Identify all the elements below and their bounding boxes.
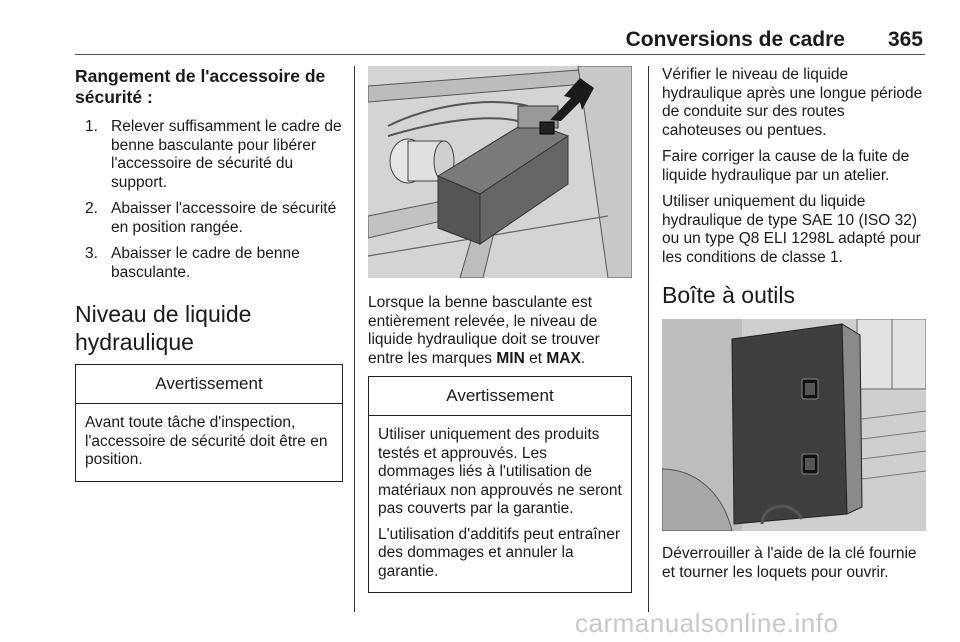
stowing-steps	[75, 118, 343, 282]
paragraph: Utiliser uniquement du liquide hydraulique de type SAE 10 (ISO 32) ou un type Q8 ELI 1298L adapté pour les conditions de classe 1.	[662, 193, 921, 266]
min-mark: MIN	[496, 349, 525, 367]
toolbox-drawing	[662, 319, 926, 531]
warning-box	[75, 364, 343, 482]
column-3	[662, 66, 927, 590]
warning-box	[368, 376, 632, 593]
paragraph: Faire corriger la cause de la fuite de liquide hydraulique par un atelier.	[662, 148, 910, 184]
hydraulic-heading: Niveau de liquide hydraulique	[75, 301, 252, 355]
watermark: carmanualsonline.info	[575, 608, 839, 638]
warning-text: Avant toute tâche d'inspection, l'accessoire de sécurité doit être en position.	[85, 414, 328, 468]
toolbox-illustration	[662, 319, 926, 531]
column-1	[75, 66, 343, 482]
warning-title: Avertissement	[76, 365, 342, 404]
toolbox-caption: Déverrouiller à l'aide de la clé fournie et tourner les loquets pour ouvrir.	[662, 545, 917, 581]
warning-text: Utiliser uniquement des produits testés et approuvés. Les dommages liés à l'utilisation de matériaux non approuvés ne seront pas couverts par la garantie.	[378, 426, 622, 517]
toolbox-heading: Boîte à outils	[662, 282, 795, 308]
column-2	[368, 66, 632, 593]
column-divider-2	[648, 66, 649, 612]
level-paragraph: Lorsque la benne basculante est entièrement relevée, le niveau de liquide hydraulique doit se trouver entre les marques MIN et MAX.	[368, 294, 600, 367]
page-header	[75, 28, 925, 55]
hydraulic-pump-drawing	[368, 66, 632, 278]
list-item: 1. Relever suffisamment le cadre de benne basculante pour libérer l'accessoire de sécurité du support.	[85, 118, 342, 191]
paragraph: Vérifier le niveau de liquide hydraulique après une longue période de conduite sur des routes cahoteuses ou pentues.	[662, 66, 923, 139]
warning-text: L'utilisation d'additifs peut entraîner des dommages et annuler la garantie.	[378, 525, 621, 580]
page-number: 365	[887, 28, 923, 51]
stowing-subheading: Rangement de l'accessoire de sécurité :	[75, 66, 326, 107]
list-item: 2. Abaisser l'accessoire de sécurité en position rangée.	[85, 200, 337, 236]
page-title: Conversions de cadre	[625, 28, 845, 51]
max-mark: MAX	[546, 349, 581, 367]
list-item: 3. Abaisser le cadre de benne basculante.	[85, 245, 300, 281]
warning-title: Avertissement	[369, 377, 631, 416]
column-divider-1	[354, 66, 355, 612]
hydraulic-pump-illustration	[368, 66, 632, 278]
